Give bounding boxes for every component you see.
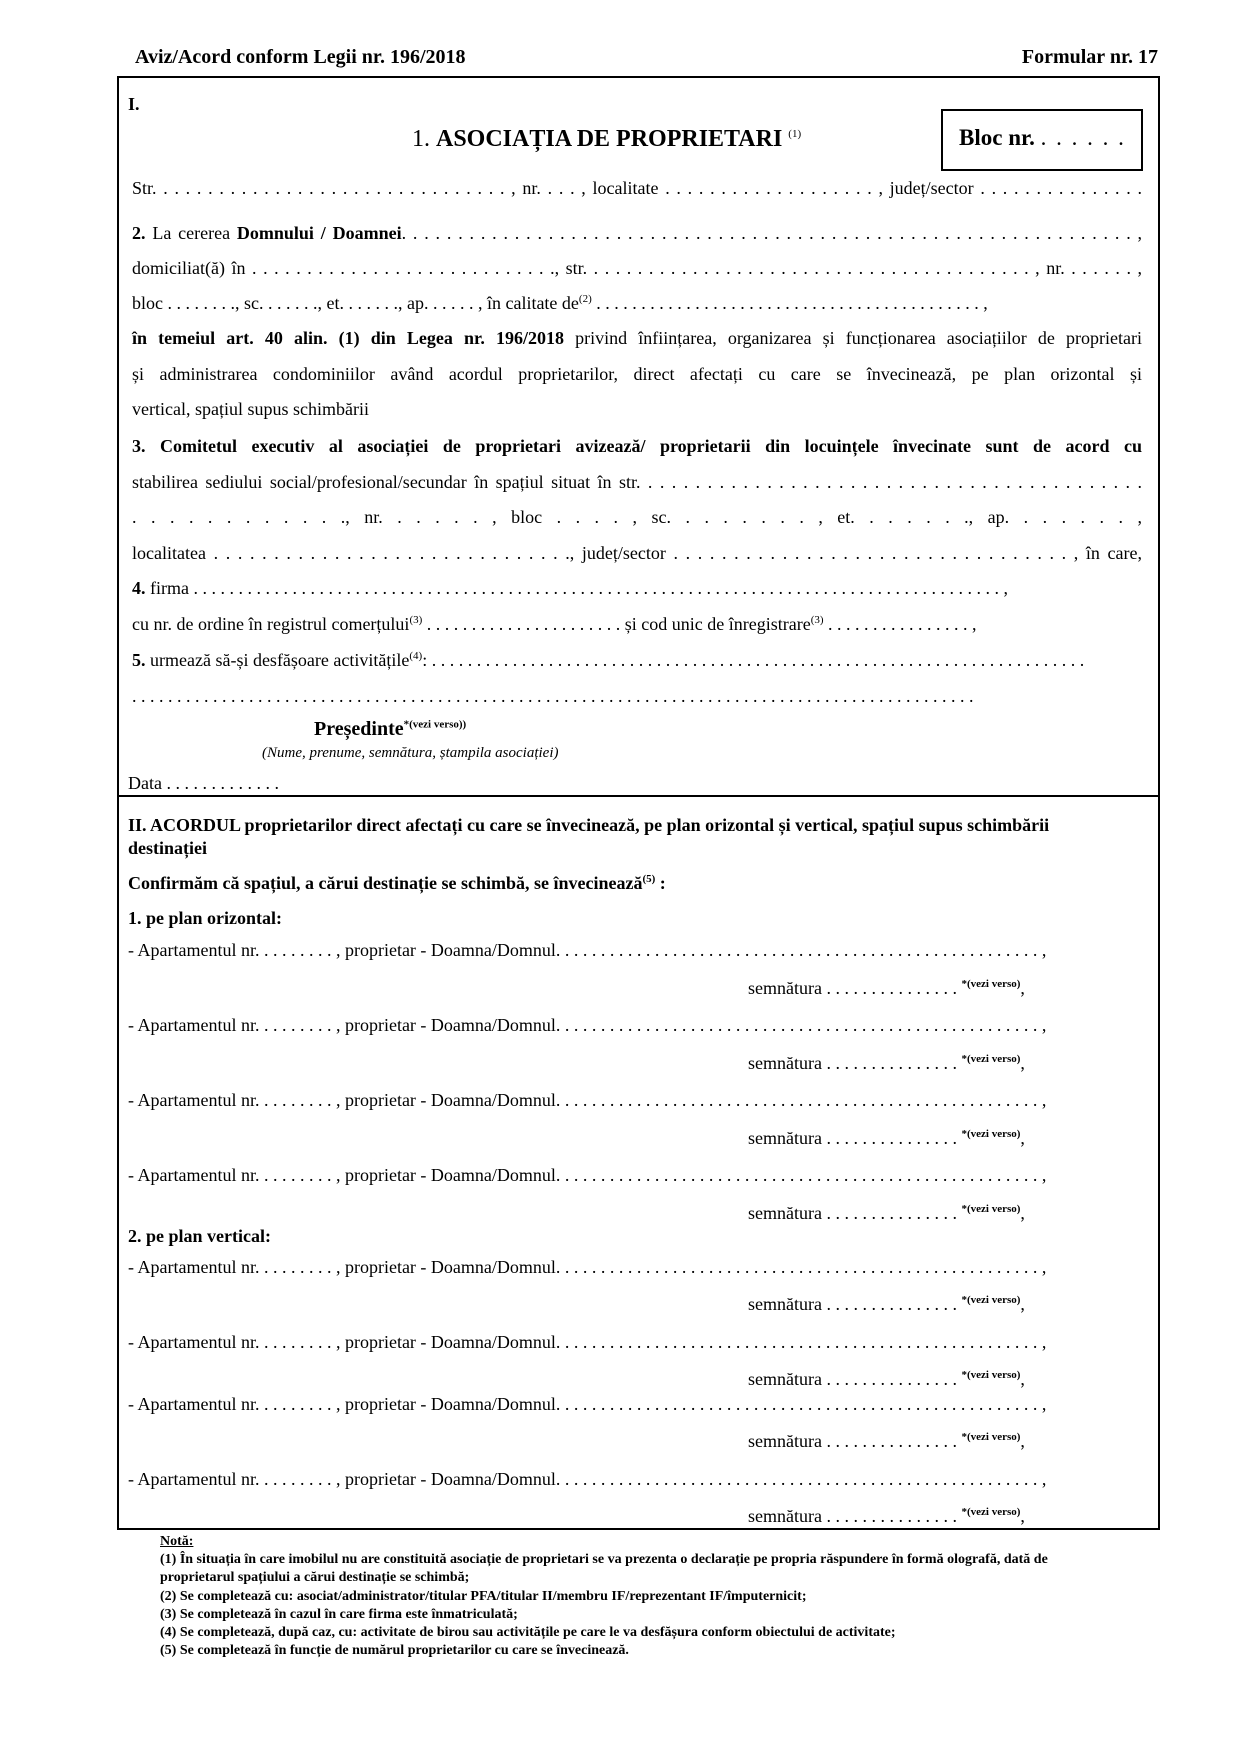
- apartment-line[interactable]: - Apartamentul nr. . . . . . . . . , proprietar - Doamna/Domnul. . . . . . . . . . . . . . . . . . . . . . . . . . . . . . . . . . . . . . . . . . . . . . . . . . . . . . ,: [128, 940, 1047, 960]
- activities-continuation[interactable]: . . . . . . . . . . . . . . . . . . . . . . . . . . . . . . . . . . . . . . . . . . . . . . . . . . . . . . . . . . . . . . . . . . . . . . . . . . . . . . . . . . . . . . . . . . . . . .: [132, 686, 974, 706]
- bloc-quality-footnote: (2): [578, 293, 592, 305]
- seat-address-line[interactable]: . . . . . . . . . . . ., nr. . . . . . , bloc . . . . , sc. . . . . . . . , et. . . . . . ., ap. . . . . . . ,: [132, 507, 1142, 527]
- bloc-quality-line[interactable]: [132, 293, 1142, 315]
- note-item: (3) Se completează în cazul în care firma este înmatriculată;: [160, 1606, 518, 1622]
- bloc-dots: . . . . . .: [1040, 125, 1126, 150]
- signature-label: semnătura . . . . . . . . . . . . . . .: [748, 1369, 957, 1389]
- horizontal-plane-label: 1. pe plan orizontal:: [128, 908, 283, 928]
- signature-line[interactable]: [748, 1294, 1025, 1315]
- date-field[interactable]: Data . . . . . . . . . . . . .: [128, 773, 279, 793]
- legal-basis-line-3: vertical, spațiul supus schimbării: [132, 399, 369, 419]
- signature-label: semnătura . . . . . . . . . . . . . . .: [748, 1203, 957, 1223]
- legal-basis-bold: în temeiul art. 40 alin. (1) din Legea nr. 196/2018: [132, 328, 564, 348]
- signature-line[interactable]: [748, 1053, 1025, 1074]
- bloc-quality-text: bloc . . . . . . . ., sc. . . . . . ., et. . . . . . ., ap. . . . . . , în calitate de: [132, 293, 579, 313]
- item5-footnote: (4): [409, 650, 423, 662]
- header-law-reference: Aviz/Acord conform Legii nr. 196/2018: [135, 46, 466, 68]
- signature-footnote: *(vezi verso): [961, 1506, 1021, 1518]
- bloc-number-box[interactable]: [941, 109, 1143, 171]
- signature-line[interactable]: [748, 1369, 1025, 1390]
- signature-line[interactable]: [748, 978, 1025, 999]
- signature-end: ,: [1020, 978, 1025, 998]
- signature-label: semnătura . . . . . . . . . . . . . . .: [748, 1128, 957, 1148]
- president-signature: [314, 718, 466, 741]
- activities-line[interactable]: [132, 650, 1084, 672]
- item5-number: 5.: [132, 650, 146, 670]
- item2-bold: Domnului / Doamnei: [236, 223, 402, 243]
- president-label: Președinte: [314, 718, 404, 740]
- item2-text: La cererea: [152, 223, 231, 243]
- signature-line[interactable]: [748, 1128, 1025, 1149]
- signature-end: ,: [1020, 1506, 1025, 1526]
- signature-label: semnătura . . . . . . . . . . . . . . .: [748, 1506, 957, 1526]
- confirm-footnote: (5): [642, 873, 656, 885]
- registry-text-c: . . . . . . . . . . . . . . . . ,: [828, 614, 977, 634]
- item5-dots: : . . . . . . . . . . . . . . . . . . . . . . . . . . . . . . . . . . . . . . . . . . . . . . . . . . . . . . . . . . . . . . . . . . . . . . . . .: [422, 650, 1085, 670]
- president-footnote: *(vezi verso)): [403, 718, 467, 731]
- signature-footnote: *(vezi verso): [961, 1431, 1021, 1443]
- association-title: [412, 126, 801, 153]
- signature-end: ,: [1020, 1431, 1025, 1451]
- apartment-line[interactable]: - Apartamentul nr. . . . . . . . . , proprietar - Doamna/Domnul. . . . . . . . . . . . . . . . . . . . . . . . . . . . . . . . . . . . . . . . . . . . . . . . . . . . . . ,: [128, 1165, 1047, 1185]
- signature-label: semnătura . . . . . . . . . . . . . . .: [748, 978, 957, 998]
- item2-number: 2.: [132, 223, 146, 243]
- bloc-label: Bloc nr.: [959, 125, 1035, 150]
- title-number: 1.: [412, 126, 430, 152]
- apartment-line[interactable]: - Apartamentul nr. . . . . . . . . , proprietar - Doamna/Domnul. . . . . . . . . . . . . . . . . . . . . . . . . . . . . . . . . . . . . . . . . . . . . . . . . . . . . . ,: [128, 1015, 1047, 1035]
- bloc-quality-dots: . . . . . . . . . . . . . . . . . . . . . . . . . . . . . . . . . . . . . . . . . . . ,: [596, 293, 988, 313]
- registry-footnote-a: (3): [409, 614, 423, 626]
- notes-label: Notă:: [160, 1534, 194, 1549]
- item4-text: firma . . . . . . . . . . . . . . . . . . . . . . . . . . . . . . . . . . . . . . . . . . . . . . . . . . . . . . . . . . . . . . . . . . . . . . . . . . . . . . . . . . . . . . . . . . ,: [150, 578, 1008, 598]
- president-note: (Nume, prenume, semnătura, ștampila asociației): [262, 745, 559, 761]
- note-item: (5) Se completează în funcție de numărul proprietarilor cu care se învecinează.: [160, 1643, 629, 1659]
- apartment-line[interactable]: - Apartamentul nr. . . . . . . . . , proprietar - Doamna/Domnul. . . . . . . . . . . . . . . . . . . . . . . . . . . . . . . . . . . . . . . . . . . . . . . . . . . . . . ,: [128, 1332, 1047, 1352]
- legal-basis-text: privind înființarea, organizarea și funcționarea asociațiilor de proprietari: [575, 328, 1142, 348]
- signature-end: ,: [1020, 1053, 1025, 1073]
- header-form-number: Formular nr. 17: [1021, 46, 1158, 68]
- request-line[interactable]: [132, 223, 1142, 245]
- note-item: (1) În situația în care imobilul nu are constituită asociație de proprietari se va prezenta o declarație pe propria răspundere în formă olografă, dată de proprietarul spațiului a cărui destinație se schimbă;: [160, 1552, 1048, 1586]
- title-footnote: (1): [788, 128, 802, 140]
- signature-line[interactable]: [748, 1506, 1025, 1527]
- section1-roman: I.: [128, 94, 140, 114]
- footnotes: [160, 1533, 1120, 1660]
- item5-text: urmează să-și desfășoare activitățile: [150, 650, 410, 670]
- signature-end: ,: [1020, 1294, 1025, 1314]
- signature-end: ,: [1020, 1128, 1025, 1148]
- item4-number: 4.: [132, 578, 146, 598]
- signature-line[interactable]: [748, 1203, 1025, 1224]
- note-item: (2) Se completează cu: asociat/administrator/titular PFA/titular II/membru IF/reprezentant IF/împuternicit;: [160, 1588, 807, 1604]
- section2-title: II. ACORDUL proprietarilor direct afectați cu care se învecinează, pe plan orizontal și vertical, spațiul supus schimbării destinației: [128, 815, 1050, 858]
- apartment-line[interactable]: - Apartamentul nr. . . . . . . . . , proprietar - Doamna/Domnul. . . . . . . . . . . . . . . . . . . . . . . . . . . . . . . . . . . . . . . . . . . . . . . . . . . . . . ,: [128, 1257, 1047, 1277]
- seat-locality-line[interactable]: localitatea . . . . . . . . . . . . . . . . . . . . . . . . . . . . . ., județ/sector . . . . . . . . . . . . . . . . . . . . . . . . . . . . . . . . . , în care,: [132, 543, 1142, 563]
- item2-dots: . . . . . . . . . . . . . . . . . . . . . . . . . . . . . . . . . . . . . . . . . . . . . . . . . . . . . . . . . . . . . . . . . ,: [401, 223, 1143, 243]
- item3-statement: 3. Comitetul executiv al asociației de proprietari avizează/ proprietarii din locuințele învecinate sunt de acord cu: [132, 436, 1142, 456]
- note-item: (4) Se completează, după caz, cu: activitate de birou sau activitățile pe care le va desfășura conform obiectului de activitate;: [160, 1624, 896, 1640]
- signature-end: ,: [1020, 1203, 1025, 1223]
- signature-footnote: *(vezi verso): [961, 1294, 1021, 1306]
- signature-label: semnătura . . . . . . . . . . . . . . .: [748, 1053, 957, 1073]
- apartment-line[interactable]: - Apartamentul nr. . . . . . . . . , proprietar - Doamna/Domnul. . . . . . . . . . . . . . . . . . . . . . . . . . . . . . . . . . . . . . . . . . . . . . . . . . . . . . ,: [128, 1469, 1047, 1489]
- apartment-line[interactable]: - Apartamentul nr. . . . . . . . . , proprietar - Doamna/Domnul. . . . . . . . . . . . . . . . . . . . . . . . . . . . . . . . . . . . . . . . . . . . . . . . . . . . . . ,: [128, 1394, 1047, 1414]
- registry-text-a: cu nr. de ordine în registrul comerțului: [132, 614, 410, 634]
- signature-footnote: *(vezi verso): [961, 1053, 1021, 1065]
- company-line[interactable]: [132, 578, 1008, 600]
- street-line[interactable]: Str. . . . . . . . . . . . . . . . . . . . . . . . . . . . . . . . , nr. . . . , localitate . . . . . . . . . . . . . . . . . . . , județ/sector . . . . . . . . . . . . . . .: [132, 178, 1142, 198]
- confirm-text: Confirmăm că spațiul, a cărui destinație se schimbă, se învecinează: [128, 873, 643, 893]
- signature-label: semnătura . . . . . . . . . . . . . . .: [748, 1294, 957, 1314]
- signature-footnote: *(vezi verso): [961, 1203, 1021, 1215]
- signature-footnote: *(vezi verso): [961, 1369, 1021, 1381]
- legal-basis-line-1: [132, 328, 1142, 350]
- signature-line[interactable]: [748, 1431, 1025, 1452]
- apartment-line[interactable]: - Apartamentul nr. . . . . . . . . , proprietar - Doamna/Domnul. . . . . . . . . . . . . . . . . . . . . . . . . . . . . . . . . . . . . . . . . . . . . . . . . . . . . . ,: [128, 1090, 1047, 1110]
- signature-footnote: *(vezi verso): [961, 978, 1021, 990]
- legal-basis-line-2: și administrarea condominiilor având acordul proprietarilor, direct afectați cu care se învecinează, pe plan orizontal și: [132, 364, 1142, 384]
- registry-line[interactable]: [132, 614, 977, 636]
- seat-street-line[interactable]: stabilirea sediului social/profesional/secundar în spațiul situat în str. . . . . . . . . . . . . . . . . . . . . . . . . . . . . . . . . . . . . . . . . . .: [132, 472, 1142, 492]
- confirm-line: [128, 873, 666, 895]
- title-text: ASOCIAȚIA DE PROPRIETARI: [436, 126, 783, 152]
- signature-footnote: *(vezi verso): [961, 1128, 1021, 1140]
- confirm-end: :: [655, 873, 666, 893]
- domicile-line[interactable]: domiciliat(ă) în . . . . . . . . . . . . . . . . . . . . . . . . . . . ., str. . . . . . . . . . . . . . . . . . . . . . . . . . . . . . . . . . . . . . . . . , nr. . . . . . . ,: [132, 258, 1142, 278]
- signature-label: semnătura . . . . . . . . . . . . . . .: [748, 1431, 957, 1451]
- section-divider: [117, 795, 1160, 797]
- signature-end: ,: [1020, 1369, 1025, 1389]
- registry-footnote-b: (3): [810, 614, 824, 626]
- registry-text-b: . . . . . . . . . . . . . . . . . . . . . . și cod unic de înregistrare: [426, 614, 811, 634]
- vertical-plane-label: 2. pe plan vertical:: [128, 1226, 271, 1246]
